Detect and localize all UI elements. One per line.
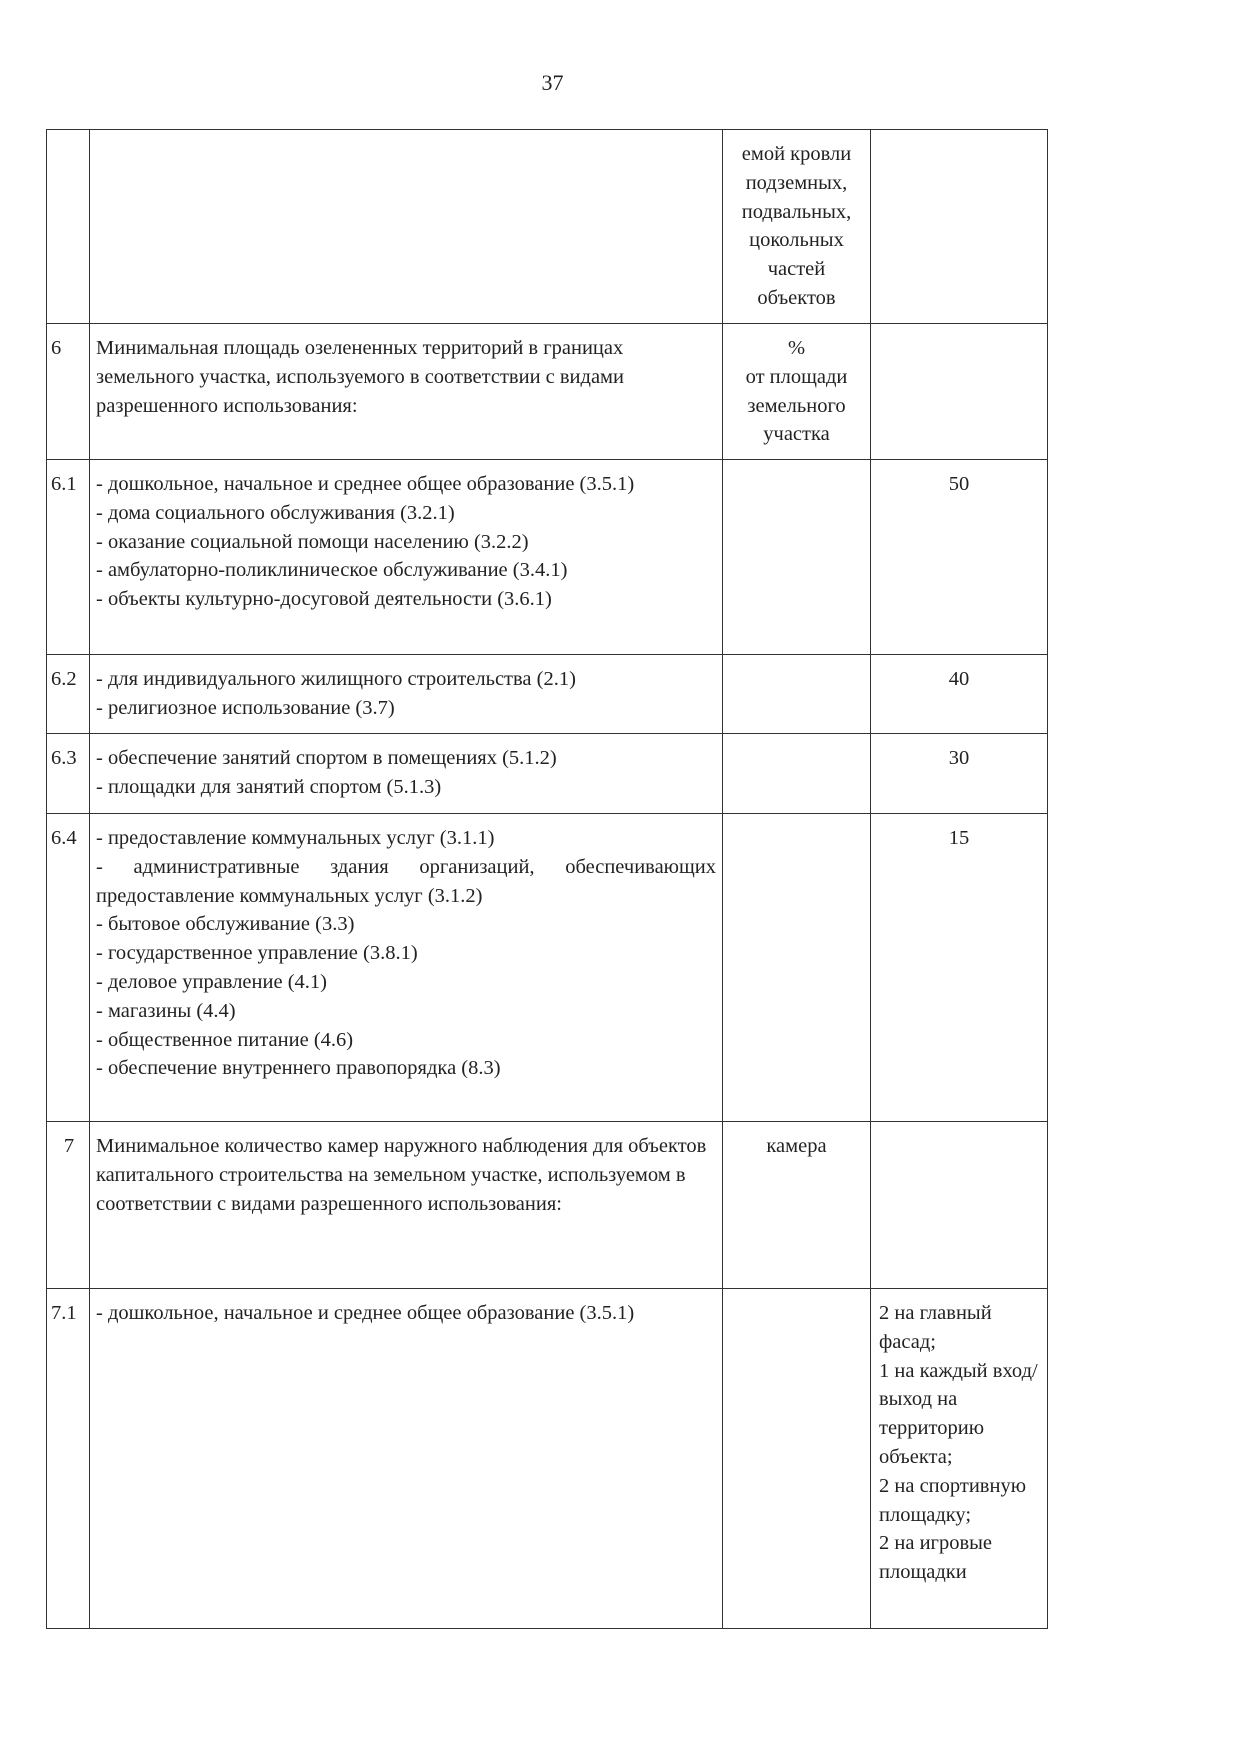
- value-cell: [871, 734, 1048, 814]
- unit-line: объектов: [757, 286, 836, 309]
- row-number: 6.4: [51, 827, 77, 849]
- row-number: 7.1: [51, 1302, 77, 1324]
- unit-line: подземных,: [745, 171, 848, 194]
- row-number-cell: [47, 655, 90, 734]
- page-number: 37: [541, 70, 564, 95]
- description-line: - оказание социальной помощи населению (3.2.2): [96, 530, 529, 553]
- row-number: 7: [63, 1135, 75, 1157]
- unit-line: участка: [763, 423, 830, 446]
- value-line: 50: [948, 473, 970, 495]
- description-line: - для индивидуального жилищного строительства (2.1): [96, 668, 576, 690]
- table-row: [47, 324, 1048, 460]
- row-number-cell: [47, 814, 90, 1122]
- unit-cell: [723, 734, 871, 814]
- row-number: 6.3: [51, 747, 77, 769]
- table-row: [47, 1289, 1048, 1629]
- table-row: [47, 1122, 1048, 1289]
- value-line: 30: [948, 747, 970, 769]
- description-cell: [90, 655, 723, 734]
- row-number: 6.1: [51, 473, 77, 495]
- description-cell: [90, 460, 723, 655]
- unit-cell: [723, 130, 871, 324]
- table-row: [47, 814, 1048, 1122]
- unit-cell: [723, 1289, 871, 1629]
- row-number-cell: [47, 734, 90, 814]
- unit-line: земельного: [747, 394, 846, 417]
- row-number-cell: [47, 1289, 90, 1629]
- unit-line: емой кровли: [741, 143, 852, 165]
- unit-line: цокольных: [749, 229, 844, 252]
- value-cell: [871, 1122, 1048, 1289]
- table-row: [47, 460, 1048, 655]
- table-row: [47, 130, 1048, 324]
- description-line: - религиозное использование (3.7): [96, 696, 395, 719]
- value-line: 15: [948, 827, 970, 849]
- description-line: - обеспечение занятий спортом в помещениях (5.1.2): [96, 747, 557, 769]
- value-cell: [871, 460, 1048, 655]
- description-line: - дошкольное, начальное и среднее общее образование (3.5.1): [96, 473, 635, 495]
- unit-cell: [723, 460, 871, 655]
- row-number-cell: [47, 324, 90, 460]
- unit-line: от площади: [745, 365, 848, 388]
- unit-line: частей: [767, 258, 826, 281]
- description-line: - объекты культурно-досуговой деятельности (3.6.1): [96, 588, 552, 611]
- description-cell: [90, 1122, 723, 1289]
- description-line: - бытовое обслуживание (3.3): [96, 913, 355, 936]
- description-line: - административные здания организаций, обеспечивающих предоставление коммунальных услуг (3.1.2): [96, 855, 716, 907]
- value-line: 1 на каждый вход/выход на территорию объекта;: [879, 1359, 1038, 1468]
- description-cell: [90, 734, 723, 814]
- regulations-table: [46, 129, 1048, 1629]
- unit-cell: [723, 655, 871, 734]
- description-line: - амбулаторно-поликлиническое обслуживание (3.4.1): [96, 559, 568, 582]
- value-cell: [871, 324, 1048, 460]
- description-line: - магазины (4.4): [96, 999, 236, 1022]
- description-line: - площадки для занятий спортом (5.1.3): [96, 775, 442, 798]
- row-number: 6: [51, 337, 62, 359]
- unit-line: %: [787, 337, 806, 359]
- description-line: - общественное питание (4.6): [96, 1028, 354, 1051]
- description-line: - предоставление коммунальных услуг (3.1.1): [96, 827, 495, 849]
- value-cell: [871, 1289, 1048, 1629]
- description-line: - дошкольное, начальное и среднее общее образование (3.5.1): [96, 1302, 635, 1324]
- unit-cell: [723, 814, 871, 1122]
- value-line: 2 на игровые площадки: [879, 1532, 993, 1584]
- row-number: 6.2: [51, 668, 77, 690]
- unit-cell: [723, 324, 871, 460]
- unit-line: камера: [766, 1135, 827, 1157]
- description-line: - деловое управление (4.1): [96, 970, 327, 993]
- description-cell: [90, 130, 723, 324]
- table-row: [47, 655, 1048, 734]
- description-line: Минимальное количество камер наружного наблюдения для объектов капитального строительства на земельном участке, используемом в соответствии с видами разрешенного использования:: [96, 1135, 707, 1215]
- description-line: - дома социального обслуживания (3.2.1): [96, 501, 455, 524]
- value-line: 2 на спортивную площадку;: [879, 1474, 1027, 1526]
- value-cell: [871, 655, 1048, 734]
- description-cell: [90, 324, 723, 460]
- unit-cell: [723, 1122, 871, 1289]
- row-number-cell: [47, 460, 90, 655]
- value-cell: [871, 814, 1048, 1122]
- description-line: - государственное управление (3.8.1): [96, 942, 418, 965]
- row-number-cell: [47, 1122, 90, 1289]
- value-cell: [871, 130, 1048, 324]
- value-line: 40: [948, 668, 970, 690]
- row-number-cell: [47, 130, 90, 324]
- unit-line: подвальных,: [741, 200, 852, 223]
- description-line: - обеспечение внутреннего правопорядка (8.3): [96, 1057, 501, 1080]
- value-line: 2 на главный фасад;: [879, 1302, 992, 1353]
- description-cell: [90, 814, 723, 1122]
- description-line: Минимальная площадь озелененных территорий в границах земельного участка, используемого в соответствии с видами разрешенного использования:: [96, 337, 625, 417]
- table-row: [47, 734, 1048, 814]
- description-cell: [90, 1289, 723, 1629]
